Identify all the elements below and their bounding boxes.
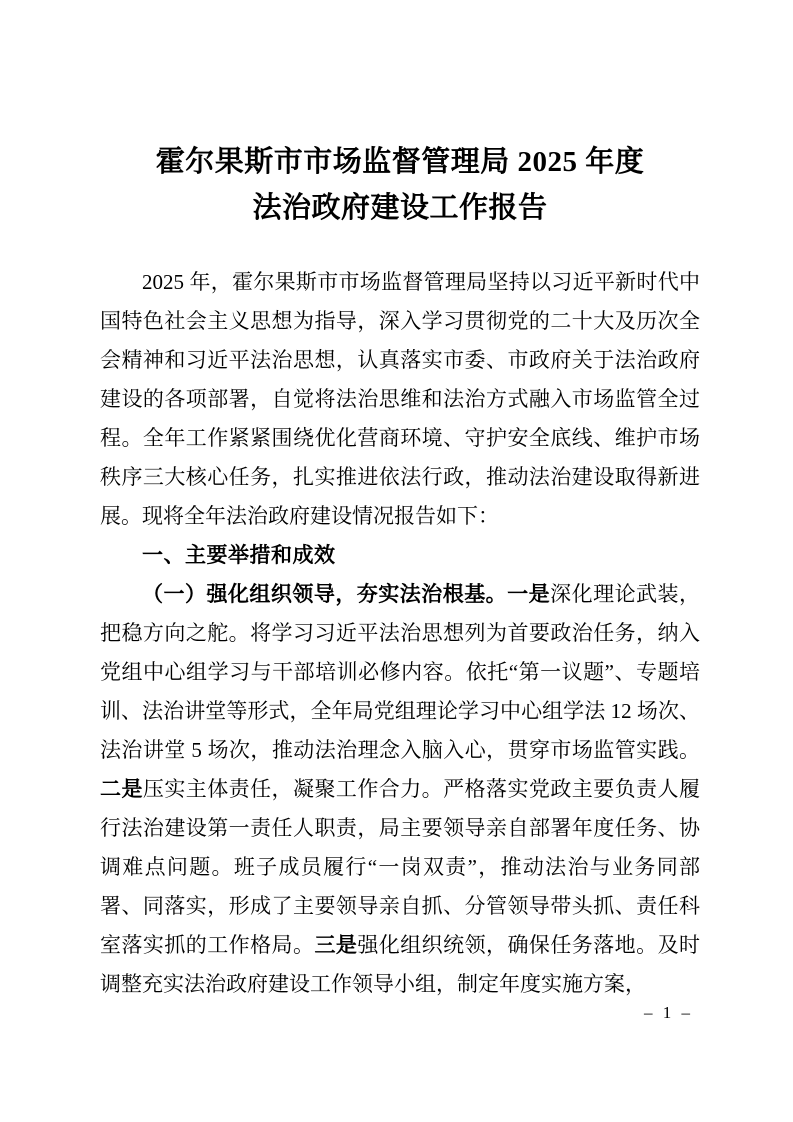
title-line-1: 霍尔果斯市市场监督管理局 2025 年度 [155, 146, 645, 178]
item-3-text: 强化组织统领，确保任务落地。及时调整充实法治政府建设工作领导小组，制定年度实施方案， [100, 933, 701, 996]
intro-paragraph: 2025 年，霍尔果斯市市场监督管理局坚持以习近平新时代中国特色社会主义思想为指导，深入学习贯彻党的二十大及历次全会精神和习近平法治思想，认真落实市委、市政府关于法治政府建设的各项部署，自觉将法治思维和法治方式融入市场监管全过程。全年工作紧紧围绕优化营商环境、守护安全底线、维护市场秩序三大核心任务，扎实推进依法行政，推动法治建设取得新进展。现将全年法治政府建设情况报告如下： [100, 270, 700, 528]
subsection-1-lead: （一）强化组织领导，夯实法治根基。 [142, 582, 508, 606]
subsection-1-paragraph [100, 575, 700, 1004]
item-2-marker: 二是 [100, 777, 143, 801]
item-2-text: 压实主体责任，凝聚工作合力。严格落实党政主要负责人履行法治建设第一责任人职责，局主要领导亲自部署年度任务、协调难点问题。班子成员履行“一岗双责”，推动法治与业务同部署、同落实，形成了主要领导亲自抓、分管领导带头抓、责任科室落实抓的工作格局。 [100, 777, 700, 957]
item-1-marker: 一是 [507, 582, 551, 606]
section-1-heading: 一、主要举措和成效 [142, 544, 336, 567]
item-3-marker: 三是 [314, 933, 358, 957]
item-1-text: 深化理论武装，把稳方向之舵。将学习习近平法治思想列为首要政治任务，纳入党组中心组学习与干部培训必修内容。依托“第一议题”、专题培训、法治讲堂等形式，全年局党组理论学习中心组学法 12 场次、法治讲堂 5 场次，推动法治理念入脑入心，贯穿市场监管实践。 [100, 582, 701, 762]
document-title [100, 139, 700, 231]
title-line-2: 法治政府建设工作报告 [252, 192, 548, 224]
page-number: – 1 – [644, 1003, 693, 1022]
